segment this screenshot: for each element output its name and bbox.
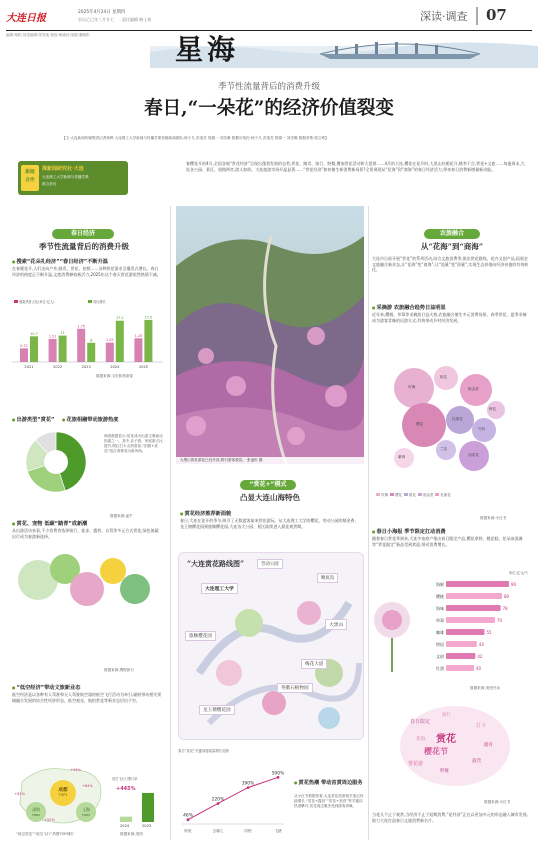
hbar-value: 80: [504, 594, 510, 599]
map-city-1: 成都 TOP1: [50, 780, 76, 806]
left-h4: ● “低空经济”带动文旅新业态: [12, 684, 80, 691]
chart1-tick: 2021: [24, 365, 34, 369]
place-meihua-road: 梅花大道: [301, 659, 327, 669]
flower-bubble-chart: [384, 350, 514, 480]
left-source2: 数据来源:途牛: [110, 514, 133, 518]
collab-badge: [21, 165, 39, 191]
page-number-bar: [476, 7, 478, 25]
left-map-title: “低空赏花”“低空飞行”热搜TOP城市: [16, 832, 74, 836]
left-section-title: 季节性流量背后的消费升级: [39, 242, 129, 251]
hbar-label: 草莓: [436, 618, 444, 623]
bubble-label-8: 兰花: [440, 447, 448, 451]
chart1-bar-a: [134, 338, 142, 362]
left-p3: 从出游活动来看,不少消费者选择骑行、徒步、露营、自驾等多元方式赏花,绿色低碳出行成为春游新选择。: [12, 528, 159, 539]
left-chart1-svg: [10, 306, 165, 374]
line-point: [277, 776, 280, 779]
line-tick: 同程: [244, 829, 252, 833]
hbar-label: 海味: [436, 606, 444, 611]
hbar-bar: [446, 665, 474, 671]
hbar-label: 樱桃: [436, 594, 444, 599]
intro-paragraph: 春樱花开的4月,全国各地“赏花经济”呈现出蓬勃发展的态势,赏花、踏青、骑行、野餐,叠加赏花活动和大促销……4月的大连,樱花在花开时,大黑山杜鹃花开,桃李不言,赏花+文旅……每逢周末,大连各公园、景区、道路两旁,游人如织。大连旅游市场升温显著……“赏花经济”如何催生新消费新场景?全景展现从“花海”到“商海”的春日经济活力,带来春日消费新增量新动能。: [186, 161, 525, 172]
pie-hole: [44, 450, 68, 474]
word-3: 春日限定: [410, 719, 431, 725]
place-dlut: 大连理工大学: [201, 583, 238, 594]
place-longwangtang: 龙王塘樱花园: [199, 705, 235, 715]
photo-caption: 大黑山的杜鹃花已经开放,吸引游客观赏。 张凌杉 摄: [176, 457, 364, 464]
left-source3: 数据来源:携程旅行: [104, 668, 134, 672]
left-map: [12, 762, 107, 830]
right-source2: 数据来源:美团外卖: [470, 686, 500, 690]
place-baoyu-gou: 鲍鱼沟: [317, 573, 338, 583]
hbar-label: 烘焙: [436, 642, 444, 647]
collab-badge-bottom: 合作: [25, 178, 35, 183]
left-bar2: [112, 776, 164, 830]
hbar-value: 70: [497, 618, 503, 623]
left-p1: 在春暖花开,人们走向户外,踏青、赏花、拍照……各种赏花需求呈爆发式增长。春日经济的热度正不断升温,文旅消费释放新活力,2025年这个春天赏花游依然热情不减。: [12, 266, 161, 277]
right-bar-decor: [372, 580, 424, 676]
hbar-value: 55: [486, 630, 492, 635]
word-7: 骑行: [442, 713, 451, 718]
hbar-label: 文创: [436, 654, 444, 659]
chart1-label-b: 8: [90, 338, 93, 343]
chart1-label-a: 0.72: [20, 343, 28, 348]
left-source1: 数据来源:文化和旅游部: [96, 374, 134, 378]
collab-brand: 探新闻研究社·大连: [42, 166, 84, 172]
collab-badge-top: 新闻: [25, 170, 35, 175]
line-tick: 去哪儿: [212, 829, 224, 833]
line-tick: 阿里: [184, 829, 192, 833]
chart1-label-a: 1.21: [48, 334, 57, 339]
bubble-label-10: 梅花: [489, 407, 497, 411]
column-name: 深读·调查: [420, 10, 468, 23]
word-8: 踏青: [484, 743, 493, 748]
bubble-label-1: 玫瑰: [408, 385, 416, 389]
banner: [0, 24, 538, 68]
bar2-title: 低空飞行门票订单: [112, 777, 138, 781]
chart1-bar-a: [49, 339, 57, 362]
chart1-tick: 2022: [53, 365, 63, 369]
map-stat-4: +94%: [70, 768, 81, 772]
map-stat-3: +52%: [44, 818, 55, 822]
left-h2b: ● 花旅相融带动旅游热度: [62, 416, 118, 423]
chart1-label-b: 17.5: [144, 315, 153, 320]
right-section-title: 从“花海”到“商海”: [420, 242, 484, 251]
bar2-bar: [142, 793, 154, 822]
left-p4: 低空经济是以各种有人驾驶和无人驾驶航空器的低空飞行活动为牵引,辐射带动相关领域融合发展的综合性经济形态。低空观光、航拍赏花等新业态层出不穷。: [12, 692, 162, 703]
chart1-label-a: 1.02: [106, 338, 114, 343]
right-h1: ● 采摘游 农旅融合趋势日益明显: [372, 304, 446, 311]
middle-h2: ● 赏花热潮 带动首赏周边服务: [294, 780, 364, 786]
collab-desc1: 大连理工大学新闻与传播学系: [42, 175, 89, 179]
hbar-value: 44: [478, 642, 484, 647]
chart1-bar-a: [77, 329, 85, 362]
left-h2: ● 出游类型“赏花”: [12, 416, 54, 423]
headline-byline: 【文·大连新闻传媒集团记者杨辉 大连理工大学新闻与传播学系张娜新闻团队:杨子凡 洪逸芳 郭娟一 刘芙琳 数据可视化:杨子凡 洪逸芳 郭娟一 刘芙琳 数据采集:梁文琦】: [62, 136, 329, 140]
line-value-label: 390%: [241, 781, 255, 787]
right-p4: 当花儿不止于观赏,当经济不止于短期消费,“花经济”正在以更加多元的形态融入城市发展,助力大连打造春日文旅消费新名片。: [372, 812, 528, 823]
newspaper-logo: 大连日报: [6, 13, 46, 24]
right-p1: 大连市日前开展“赏花”的系列活动,结合文旅消费季,推出赏花路线、花卉文创产品,拓展农文旅融合新业态,让“花海”变“商海”,让“流量”变“留量”,实现生态价值向经济价值的有效转化。: [372, 256, 529, 273]
headline-title: 春日,“一朵花”的经济价值裂变: [144, 98, 394, 119]
bar2-year-2: 2025: [142, 824, 152, 828]
chart1-bar-b: [116, 321, 124, 362]
masthead-lunar: 农历乙巳年三月廿七: [78, 17, 114, 22]
line-chart-svg: [178, 754, 288, 838]
chart1-bar-a: [20, 348, 28, 362]
chart1-label-b: 11: [60, 331, 65, 336]
hbar-value: 78: [502, 606, 508, 611]
chart1-tick: 2023: [81, 365, 91, 369]
masthead-editor: 责任编辑 韩士春: [122, 17, 152, 22]
right-source3: 数据来源:小红书: [484, 800, 511, 804]
hbar-bar: [446, 605, 501, 611]
bar2-svg: [112, 776, 164, 824]
masthead-date: 2025年4月24日 星期四: [78, 10, 126, 15]
hbar-value: 42: [477, 654, 483, 659]
left-section-tag: [52, 229, 114, 239]
hbar-label: 咖啡: [436, 630, 444, 635]
chart1-bar-b: [59, 336, 67, 362]
right-section-tag: [424, 229, 480, 239]
collab-tag: [18, 161, 128, 195]
chart1-tick: 2024: [110, 365, 120, 369]
route-map-title: “大连赏花路线图”: [187, 559, 245, 568]
divider-right: [368, 206, 369, 840]
chart1-label-b: 10.7: [30, 331, 38, 336]
line-chart-title: 春日“赏花”关键词搜索量增长趋势: [178, 749, 229, 753]
hbar-value: 90: [511, 582, 517, 587]
bar2-growth: +445%: [116, 786, 136, 792]
right-bar-chart: [372, 570, 532, 682]
left-pie-chart: [22, 428, 90, 496]
right-source1: 数据来源:小红书: [480, 516, 507, 520]
left-h1: ● 搜索“花朵礼经济”“春日经济”不断升温: [12, 258, 108, 265]
route-map: [178, 552, 364, 740]
map-city-2: 深圳 TOP2: [26, 802, 46, 822]
page-number: 07: [486, 6, 507, 24]
line-point: [187, 818, 190, 821]
bubble-label-9: 紫荆: [398, 455, 406, 459]
editor-line: 编辑:杨阳 视觉编辑:张雪纯 校检:杨晓伟 组版:董晓彤: [6, 33, 90, 37]
hbar-label: 红酒: [436, 666, 444, 671]
hbar-bar: [446, 629, 485, 635]
hbar-label: 海鲜: [436, 582, 444, 587]
right-bar-unit: 单位:亿元/个: [508, 571, 528, 575]
chart1-label-b: 17.2: [116, 316, 124, 321]
word-4: 打卡: [476, 723, 487, 729]
place-yingge-shi: 英歌石植物园: [277, 683, 313, 693]
line-point: [217, 802, 220, 805]
line-value-label: 46%: [183, 813, 193, 819]
left-h3: ● 赏花、宠物 低碳“踏青”成新潮: [12, 520, 87, 527]
middle-line-chart: [178, 748, 288, 840]
left-section-tag-label: 春日经济: [70, 230, 95, 237]
middle-section-tag: [240, 480, 296, 490]
word-6: 赏花游: [408, 761, 424, 767]
chart1-label-a: 1.25: [134, 333, 143, 338]
bubble-label-4: 郁金香: [468, 387, 479, 391]
place-lvshun: 旅顺樱花园: [185, 631, 216, 641]
word-cloud: [380, 696, 530, 796]
hbar-bar: [446, 641, 477, 647]
right-section-tag-label: 农旅融合: [439, 230, 464, 237]
middle-p1: 春日,大连在花开的季节,吸引了无数游客前来赏花游玩。从大连理工大学的樱花、劳动公园的郁金香、龙王塘樱花园到旅顺樱花园,大连各大公园、景区陆续进入最佳观赏期。: [180, 518, 359, 529]
headline-kicker: 季节性流量背后的消费升级: [217, 82, 320, 92]
collab-desc2: 联合采访: [42, 182, 57, 186]
bubble-3: [70, 572, 104, 606]
word-10: 花海: [416, 737, 426, 742]
map-city-3: 上海 TOP3: [76, 802, 96, 822]
middle-photo: [176, 206, 364, 464]
middle-p2: 从小红书数据来看,大连赏花旅游相关笔记持续增长,“赏花+露营”“赏花+美食”等关键词热度攀升,赏花周边服务受到游客青睐。: [294, 794, 364, 808]
bubble-label-7: 油菜花: [468, 453, 479, 457]
mountain-azalea-photo: [176, 206, 364, 464]
word-9: 野餐: [440, 769, 449, 774]
middle-section-title: 凸显大连山海特色: [240, 493, 300, 502]
chart1-tick: 2025: [138, 365, 148, 369]
left-chart1-legend-b: 同比增长: [88, 299, 106, 304]
line-tick: 飞猪: [274, 829, 282, 833]
bar2-year-1: 2024: [120, 824, 130, 828]
chart1-bar-b: [30, 336, 38, 362]
hbar-bar: [446, 593, 502, 599]
line-series: [188, 777, 278, 819]
map-stat-1: +81%: [14, 792, 25, 796]
middle-h1: ● 赏花经济推荐新面貌: [180, 510, 231, 517]
flower-legend: 玫瑰 樱花 桃花 郁金香 杜鹃花: [376, 492, 526, 497]
banner-title: 星海: [175, 33, 240, 66]
chart1-bar-b: [144, 320, 152, 362]
place-dahei-shan: 大黑山: [325, 619, 347, 630]
word-5: 露营: [472, 759, 482, 764]
left-bubbles: [14, 552, 164, 612]
hbar-bar: [446, 653, 475, 659]
right-h2: ● 春日小海报 季节限定扛动消费: [372, 528, 446, 535]
bubble-label-2: 樱花: [416, 422, 424, 426]
line-value-label: 220%: [211, 797, 225, 803]
bubble-label-5: 芍药: [478, 427, 486, 431]
word-2: 樱花节: [424, 747, 448, 756]
right-p3: 随着春日赏花季到来,大连多家商户推出春日限定产品,樱花拿铁、桃花糕、花朵冰淇淋等“赏花限定”新品受到欢迎,带动消费增长。: [372, 536, 523, 547]
middle-section-tag-label: “赏花+”模式: [249, 481, 287, 488]
line-point: [247, 786, 250, 789]
bar2-bar: [120, 817, 132, 822]
right-hbar-svg: [424, 578, 530, 680]
left-source4: 数据来源:美团: [120, 832, 143, 836]
left-chart1-legend-a: 搜索热度占比(单位:亿人): [14, 299, 54, 304]
bubble-5: [120, 574, 150, 604]
divider-left: [170, 206, 171, 840]
map-stat-2: +64%: [82, 784, 93, 788]
flower-bubble-svg: [384, 350, 514, 480]
chart1-bar-b: [87, 343, 95, 362]
bubble-label-3: 桃花: [440, 375, 448, 379]
line-value-label: 500%: [271, 771, 285, 777]
word-1: 赏花: [436, 734, 456, 745]
bubble-label-6: 杜鹃花: [452, 417, 463, 421]
left-chart1: [10, 298, 165, 376]
hbar-value: 40: [476, 666, 482, 671]
left-pie-note: 调查数据显示:赏花成为出游主要驱动因素之一。其中,亲子游、家庭游占比提升,网红打卡点热度高,“拍照+赏花”组合消费成为新风尚。: [104, 434, 163, 453]
right-p2: 近年来,樱桃、草莓等采摘游日益火热,农旅融合催生多元消费场景。春季赏花、夏季采摘成为游客青睐的出游方式,有效带动乡村经济发展。: [372, 312, 527, 323]
place-labor-park: 劳动公园: [257, 559, 283, 569]
chart1-label-a: 1.75: [77, 324, 85, 329]
chart1-bar-a: [106, 343, 114, 362]
hbar-bar: [446, 617, 495, 623]
hbar-bar: [446, 581, 509, 587]
